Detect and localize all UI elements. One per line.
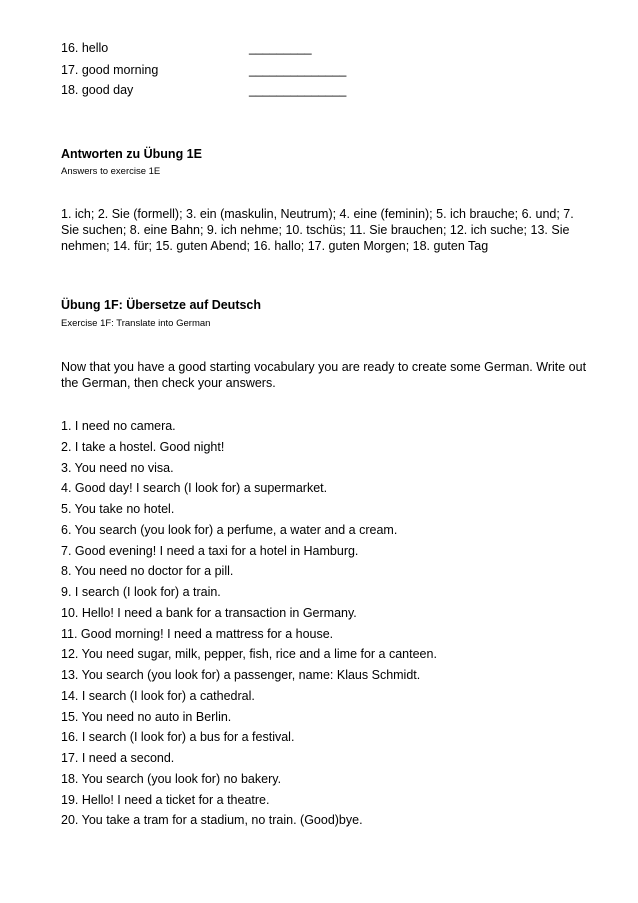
exercise-item: 10. Hello! I need a bank for a transaction in Germany. [61, 605, 357, 620]
exercise-item: 15. You need no auto in Berlin. [61, 709, 232, 724]
exercise-item: 13. You search (you look for) a passenger, name: Klaus Schmidt. [61, 668, 421, 682]
exercise-intro: Now that you have a good starting vocabulary you are ready to create some German. Write out the German, then check your answers. [61, 360, 587, 390]
vocab-row [61, 61, 591, 79]
answers-text: 1. ich; 2. Sie (formell); 3. ein (maskulin, Neutrum); 4. eine (feminin); 5. ich brauche; 6. und; 7. Sie suchen; 8. eine Bahn; 9. ich nehme; 10. tschüs; 11. Sie brauchen; 12. ich suche; 13. Sie nehmen; 14. für; 15. guten Abend; 16. hallo; 17. guten Morgen; 18. guten Tag [61, 207, 574, 253]
exercise-heading: Übung 1F: Übersetze auf Deutsch [61, 298, 262, 312]
vocab-term: 18. good day [61, 83, 134, 97]
exercise-item: 20. You take a tram for a stadium, no train. (Good)bye. [61, 813, 363, 828]
exercise-item: 16. I search (I look for) a bus for a festival. [61, 730, 295, 745]
exercise-list [61, 416, 591, 831]
exercise-item: 3. You need no visa. [61, 460, 174, 475]
exercise-item: 5. You take no hotel. [61, 502, 175, 516]
exercise-item: 1. I need no camera. [61, 419, 176, 433]
exercise-item: 9. I search (I look for) a train. [61, 585, 221, 599]
exercise-item: 17. I need a second. [61, 751, 175, 765]
exercise-item: 2. I take a hostel. Good night! [61, 439, 225, 454]
exercise-item: 12. You need sugar, milk, pepper, fish, rice and a lime for a canteen. [61, 647, 437, 662]
vocab-answer-blank: ______________ [249, 63, 347, 77]
exercise-subheading: Exercise 1F: Translate into German [61, 318, 211, 329]
answers-heading: Antworten zu Übung 1E [61, 147, 202, 161]
vocab-term: 17. good morning [61, 63, 159, 77]
exercise-item: 18. You search (you look for) no bakery. [61, 771, 282, 786]
exercise-item: 6. You search (you look for) a perfume, a water and a cream. [61, 522, 398, 537]
vocab-row [61, 39, 591, 57]
exercise-item: 4. Good day! I search (I look for) a supermarket. [61, 481, 328, 496]
exercise-item: 19. Hello! I need a ticket for a theatre. [61, 792, 270, 807]
exercise-item: 11. Good morning! I need a mattress for a house. [61, 626, 334, 641]
vocab-answer-blank: ______________ [249, 83, 347, 97]
exercise-item: 7. Good evening! I need a taxi for a hotel in Hamburg. [61, 543, 359, 558]
exercise-item: 8. You need no doctor for a pill. [61, 564, 234, 579]
vocab-row [61, 81, 591, 99]
answers-subheading: Answers to exercise 1E [61, 166, 161, 177]
exercise-item: 14. I search (I look for) a cathedral. [61, 688, 255, 703]
vocab-answer-blank: _________ [249, 41, 312, 55]
vocab-term: 16. hello [61, 41, 109, 55]
